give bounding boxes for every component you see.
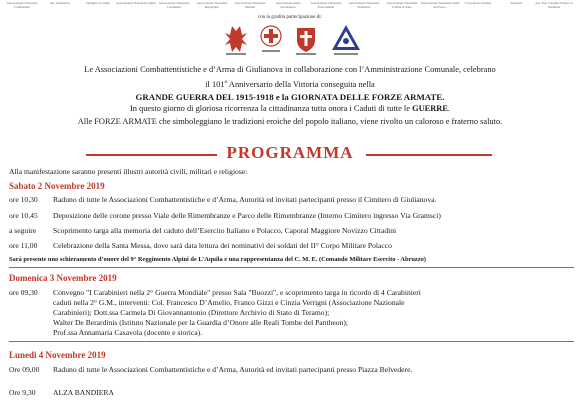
association-name: Associazione Nazionale Alpini <box>116 2 156 5</box>
section-divider <box>9 341 574 342</box>
participation-label: con la gradita partecipazione di: <box>257 15 323 20</box>
program-event <box>0 195 580 205</box>
association-name: Associazione Nazionale Combattenti <box>6 2 38 9</box>
event-description: Celebrazione della Santa Messa, dove sarà data lettura dei nominativi dei soldati del II° Corpo Militare Polacco <box>53 241 392 250</box>
red-cross-logo <box>259 22 283 58</box>
event-description: Scoprimento targa alla memoria del caduto dell’Esercito Italiano e Polacco, Caporal Maggiore Novizzo Cittadini <box>53 226 397 235</box>
partner-logos <box>0 22 580 62</box>
association-name: Associazione Nazionale Finanzieri <box>348 2 380 9</box>
day-note: Sarà presente uno schieramento d’onore del 9° Reggimento Alpini de L’Aquila e una rappresentanza del C. M. E. (Comando Militare Esercito - Abruzzo) <box>9 256 426 263</box>
program-event <box>0 288 580 348</box>
association-name: Associazione Nazionale Marinai <box>234 2 266 9</box>
program-event <box>0 211 580 221</box>
heading-rule-right <box>366 154 492 156</box>
event-time: ore 10,30 <box>9 195 38 204</box>
triangle-emblem-logo <box>330 22 362 60</box>
maltese-cross-logo <box>221 22 251 58</box>
intro-text <box>0 64 580 128</box>
event-time: Ore 9,30 <box>9 388 36 397</box>
intro-line: il 101$^o$ Anniversario della Vittoria conseguita nella <box>205 79 375 89</box>
program-event <box>0 241 580 251</box>
event-description: Prof.ssa Annamaria Casavola (docente e storica). <box>53 328 203 337</box>
association-name: Associazione Nazionale Paracadutisti <box>310 2 342 9</box>
day-heading: Lunedi 4 Novembre 2019 <box>9 350 106 360</box>
event-description: caduti nella 2° G.M., interventi: Col. Francesco D’Amelio, Franco Gizzi e Cinzia Verrigni (Associazione Nazionale <box>53 298 405 307</box>
association-name: Famiglie ai Caduti <box>86 2 110 5</box>
event-description: Walter De Berardinis (Istituto Nazionale per la Guardia d’Onore alle Reali Tombe del Pantheon); <box>53 318 348 327</box>
event-time: Ore 09,00 <box>9 365 40 374</box>
event-description: Deposizione delle corone presso Viale delle Rimembranze e Parco delle Rimembranze (Interno Cimitero ingresso Via Gramsci) <box>53 211 441 220</box>
event-time: ore 09,30 <box>9 288 38 297</box>
event-time: a seguire <box>9 226 37 235</box>
association-name: Ass. Naz. Guardia d'Onore al Pantheon <box>535 2 573 9</box>
event-description: Carabinieri); Dott.ssa Carmela Di Giovannantonio (Direttore Archivio di Stato di Teramo); <box>53 308 330 317</box>
day-heading: Sabato 2 Novembre 2019 <box>9 181 105 191</box>
intro-line: Le Associazioni Combattentistiche e d’Arma di Giulianova in collaborazione con l’Amministrazione Comunale, celebrano <box>84 65 496 74</box>
association-name: Associazione Nazionale Polizia di Stato <box>386 2 418 9</box>
association-name: Associazione Nazionale Vigili del Fuoco <box>420 2 460 9</box>
association-name: Volontari <box>510 2 522 5</box>
programma-heading-wrap <box>0 143 580 163</box>
event-title: GRANDE GUERRA DEL 1915-1918 e la GIORNATA DELLE FORZE ARMATE. <box>135 92 445 103</box>
programma-heading: PROGRAMMA <box>226 143 354 162</box>
manifestation-note: Alla manifestazione saranno presenti illustri autorità civili, militari e religiose: <box>9 167 248 176</box>
event-description: ALZA BANDIERA <box>53 388 114 397</box>
day-heading: Domenica 3 Novembre 2019 <box>9 273 117 283</box>
program-event <box>0 226 580 236</box>
association-name: Sez. Giulianova <box>49 2 71 5</box>
intro-line: In questo giorno di gloriosa ricorrenza la cittadinanza tutta onora i Caduti di tutte le GUERRE. <box>129 104 451 114</box>
event-time: ore 11,00 <box>9 241 38 250</box>
event-description: Convegno "I Carabinieri nella 2° Guerra Mondiale" presso Sala "Buozzi", e scoprimento targa in ricordo di 4 Carabinieri <box>53 288 421 297</box>
association-name: Associazione Nazionale Carabinieri <box>158 2 190 9</box>
association-name: Croce Rossa Italiana <box>464 2 492 5</box>
event-description: Raduno di tutte le Associazioni Combattentistiche e d’Arma, Autorità ed invitati partecipanti presso Piazza Belvedere. <box>53 365 413 374</box>
event-description: Raduno di tutte le Associazioni Combattentistiche e d’Arma, Autorità ed invitati partecipanti presso il Cimitero di Giulianova. <box>53 195 437 204</box>
association-name: Associazione Arma Aeronautica <box>275 2 301 9</box>
event-time: ore 10,45 <box>9 211 38 220</box>
order-emblem-logo <box>293 22 319 58</box>
section-divider <box>9 267 574 268</box>
intro-line: Alle FORZE ARMATE che simboleggiano le tradizioni eroiche del popolo italiano, viene rivolto un caloroso e fraterno saluto. <box>77 116 503 126</box>
program-event <box>0 365 580 375</box>
program-event <box>0 388 580 398</box>
association-name: Associazione Nazionale Bersaglieri <box>196 2 228 9</box>
